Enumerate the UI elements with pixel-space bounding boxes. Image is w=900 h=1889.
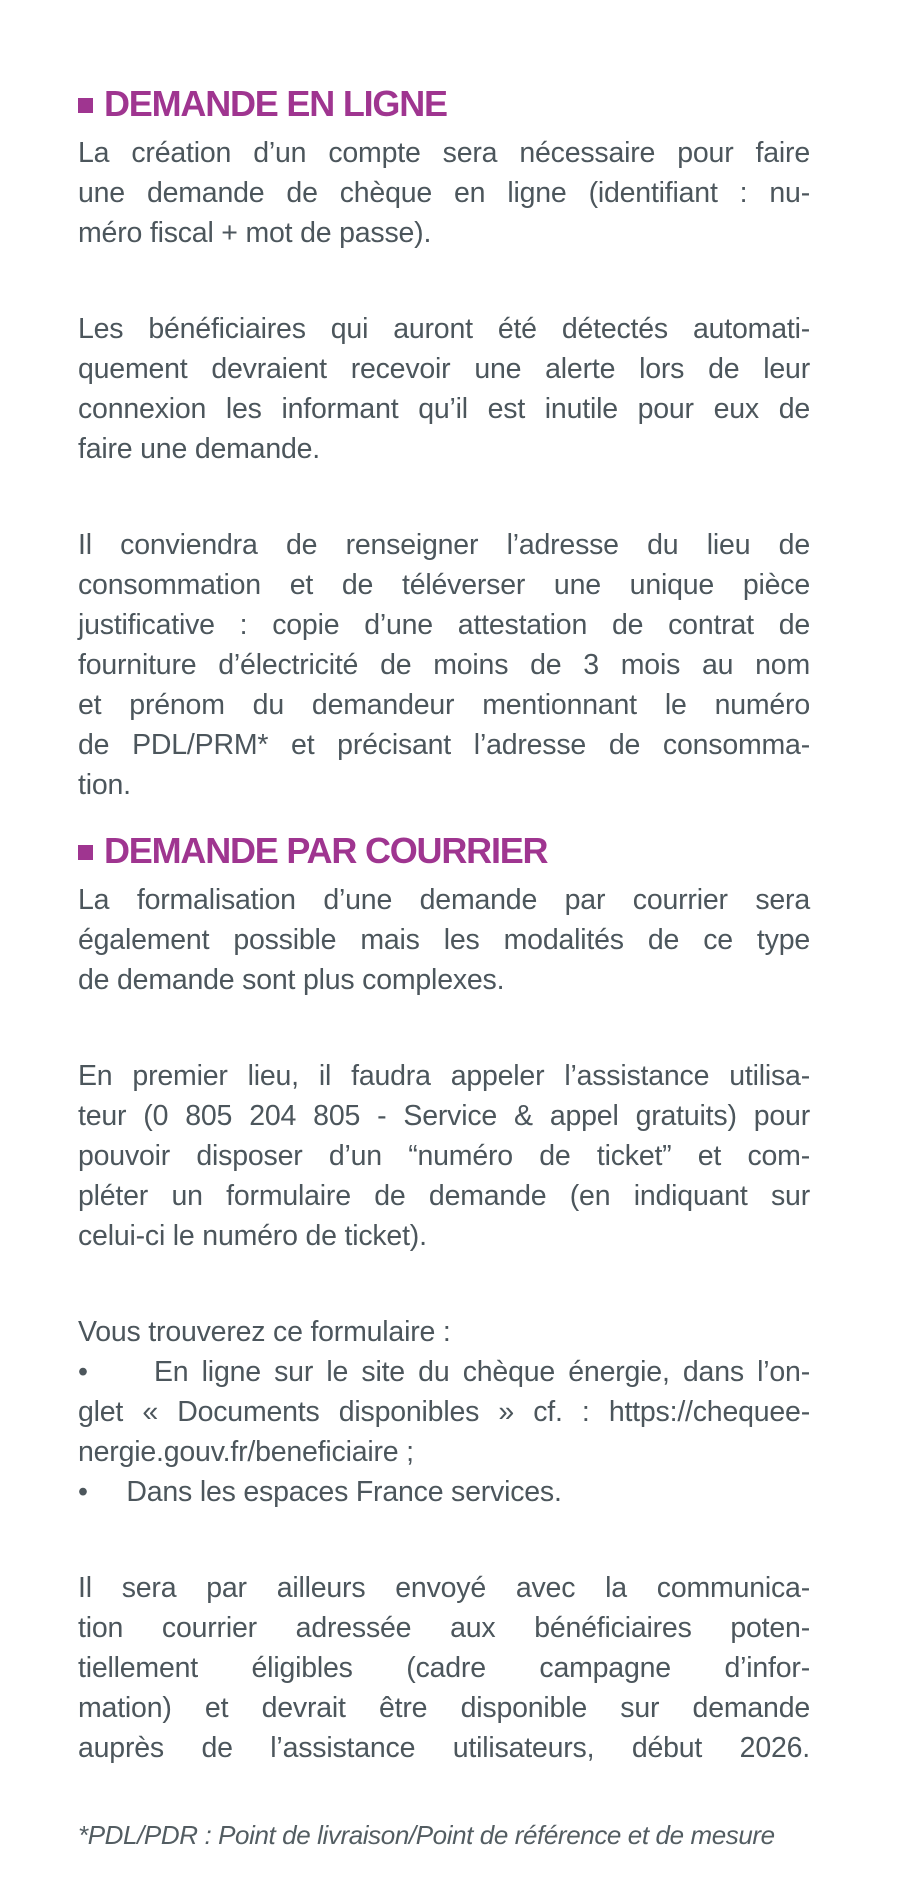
text-line: justificative : copie d’une attestation de contrat de [78,609,810,641]
list-item [78,1472,810,1512]
text-line: celui-ci le numéro de ticket). [78,1220,427,1252]
paragraph-auto-detected [78,309,810,469]
square-bullet-icon [78,845,93,860]
list-item [78,1352,810,1472]
text-line: et prénom du demandeur mentionnant le numéro [78,689,810,721]
text-line: de PDL/PRM* et précisant l’adresse de consomma- [78,729,810,761]
section-heading-online [78,84,810,124]
text-line: glet « Documents disponibles » cf. : https://chequee- [78,1396,810,1428]
text-line: Les bénéficiaires qui auront été détectés automati- [78,313,810,345]
paragraph-account-creation [78,133,810,253]
text-line: En premier lieu, il faudra appeler l’assistance utilisa- [78,1060,810,1092]
text-line: pléter un formulaire de demande (en indiquant sur [78,1180,810,1212]
section-heading-label: DEMANDE PAR COURRIER [104,830,548,871]
text-line: teur (0 805 204 805 - Service & appel gratuits) pour [78,1100,810,1132]
text-line: également possible mais les modalités de ce type [78,924,810,956]
paragraph-required-documents [78,525,810,805]
form-locations-list [78,1312,810,1512]
text-line: • Dans les espaces France services. [78,1476,562,1508]
section-heading-mail [78,831,810,871]
text-line: pouvoir disposer d’un “numéro de ticket” et com- [78,1140,810,1172]
footnote: *PDL/PDR : Point de livraison/Point de référence et de mesure [78,1820,775,1850]
text-line: Il sera par ailleurs envoyé avec la communica- [78,1572,810,1604]
paragraph-mail-request [78,880,810,1000]
section-online-request [78,84,810,805]
text-line: tion courrier adressée aux bénéficiaires poten- [78,1612,810,1644]
section-heading-label: DEMANDE EN LIGNE [104,83,447,124]
paragraph-mail-sending [78,1568,810,1768]
text-line: La création d’un compte sera nécessaire pour faire [78,137,810,169]
text-line: méro fiscal + mot de passe). [78,217,432,249]
list-intro [78,1312,810,1352]
paragraph-phone-assistance [78,1056,810,1256]
text-line: tion. [78,769,131,801]
text-line: nergie.gouv.fr/beneficiaire ; [78,1436,414,1468]
text-line: La formalisation d’une demande par courrier sera [78,884,810,916]
section-mail-request [78,831,810,1768]
text-line: faire une demande. [78,433,320,465]
text-line: Il conviendra de renseigner l’adresse du lieu de [78,529,810,561]
text-line: connexion les informant qu’il est inutile pour eux de [78,393,810,425]
text-line: mation) et devrait être disponible sur demande [78,1692,810,1724]
square-bullet-icon [78,98,93,113]
text-line: • En ligne sur le site du chèque énergie, dans l’on- [78,1356,810,1388]
text-line: fourniture d’électricité de moins de 3 mois au nom [78,649,810,681]
text-line: tiellement éligibles (cadre campagne d’infor- [78,1652,810,1684]
text-line: de demande sont plus complexes. [78,964,505,996]
text-line: auprès de l’assistance utilisateurs, début 2026. [78,1732,810,1764]
text-line: quement devraient recevoir une alerte lors de leur [78,353,810,385]
text-line: une demande de chèque en ligne (identifiant : nu- [78,177,810,209]
text-line: Vous trouverez ce formulaire : [78,1316,451,1348]
text-line: consommation et de téléverser une unique pièce [78,569,810,601]
